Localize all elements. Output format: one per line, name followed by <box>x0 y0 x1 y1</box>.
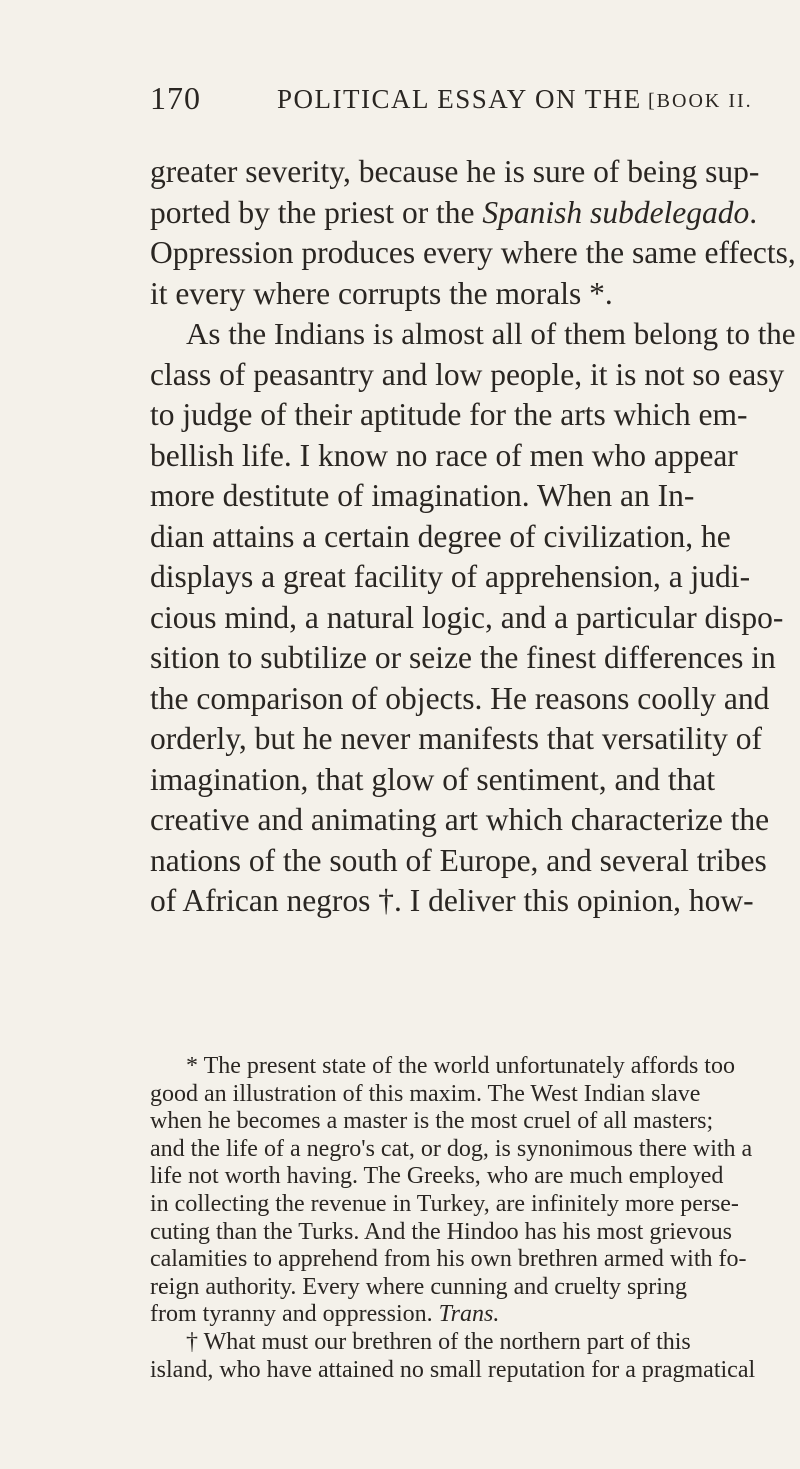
text-line: greater severity, because he is sure of being sup- <box>150 154 760 189</box>
main-text <box>150 152 800 922</box>
text-line: Oppression produces every where the same effects, <box>150 235 796 270</box>
text-line: bellish life. I know no race of men who appear <box>150 437 738 473</box>
text-line: orderly, but he never manifests that versatility of <box>150 721 763 756</box>
footnote-line: from tyranny and oppression. Trans. <box>150 1301 500 1328</box>
translator-note: Trans. <box>438 1301 500 1328</box>
book-marker: [BOOK II. <box>648 90 753 112</box>
text-line: to judge of their aptitude for the arts which em- <box>150 397 748 432</box>
footnote-line: * The present state of the world unfortunately affords too <box>186 1053 735 1079</box>
footnote-line: reign authority. Every where cunning and cruelty spring <box>150 1273 687 1300</box>
text-line: dian attains a certain degree of civilization, he <box>150 518 731 554</box>
text-line: displays a great facility of apprehension, a judi- <box>150 559 751 594</box>
text-line: it every where corrupts the morals *. <box>150 275 613 311</box>
text-line: class of peasantry and low people, it is not so easy <box>150 356 785 392</box>
footnote-line: cuting than the Turks. And the Hindoo has his most grievous <box>150 1218 732 1245</box>
text-line: creative and animating art which characterize the <box>150 802 770 837</box>
italic-text: Spanish subdelegado <box>482 194 750 230</box>
text-line: imagination, that glow of sentiment, and that <box>150 761 716 797</box>
page-number: 170 <box>150 80 201 116</box>
footnote-line: and the life of a negro's cat, or dog, is synonimous there with a <box>150 1135 753 1162</box>
footnote-line: good an illustration of this maxim. The West Indian slave <box>150 1080 701 1107</box>
footnote-line: in collecting the revenue in Turkey, are infinitely more perse- <box>150 1190 739 1217</box>
page-header <box>150 80 800 130</box>
footnote-line: island, who have attained no small reputation for a pragmatical <box>150 1356 756 1383</box>
paragraph-start-line: As the Indians is almost all of them belong to the <box>186 316 796 351</box>
text-line: of African negros †. I deliver this opinion, how- <box>150 883 754 918</box>
text-line: nations of the south of Europe, and several tribes <box>150 842 767 878</box>
footnote-line: life not worth having. The Greeks, who are much employed <box>150 1163 724 1190</box>
text-line: more destitute of imagination. When an In- <box>150 478 695 513</box>
text-line: sition to subtilize or seize the finest differences in <box>150 640 776 675</box>
footnotes <box>150 1053 800 1384</box>
footnote-line: when he becomes a master is the most cruel of all masters; <box>150 1108 714 1135</box>
text-line: ported by the priest or the Spanish subdelegado. <box>150 194 758 230</box>
footnote-line: calamities to apprehend from his own brethren armed with fo- <box>150 1246 747 1273</box>
running-title: POLITICAL ESSAY ON THE <box>277 84 642 114</box>
text-line: the comparison of objects. He reasons coolly and <box>150 680 770 716</box>
text-line: cious mind, a natural logic, and a particular dispo- <box>150 599 784 635</box>
footnote-line: † What must our brethren of the northern part of this <box>186 1328 691 1355</box>
